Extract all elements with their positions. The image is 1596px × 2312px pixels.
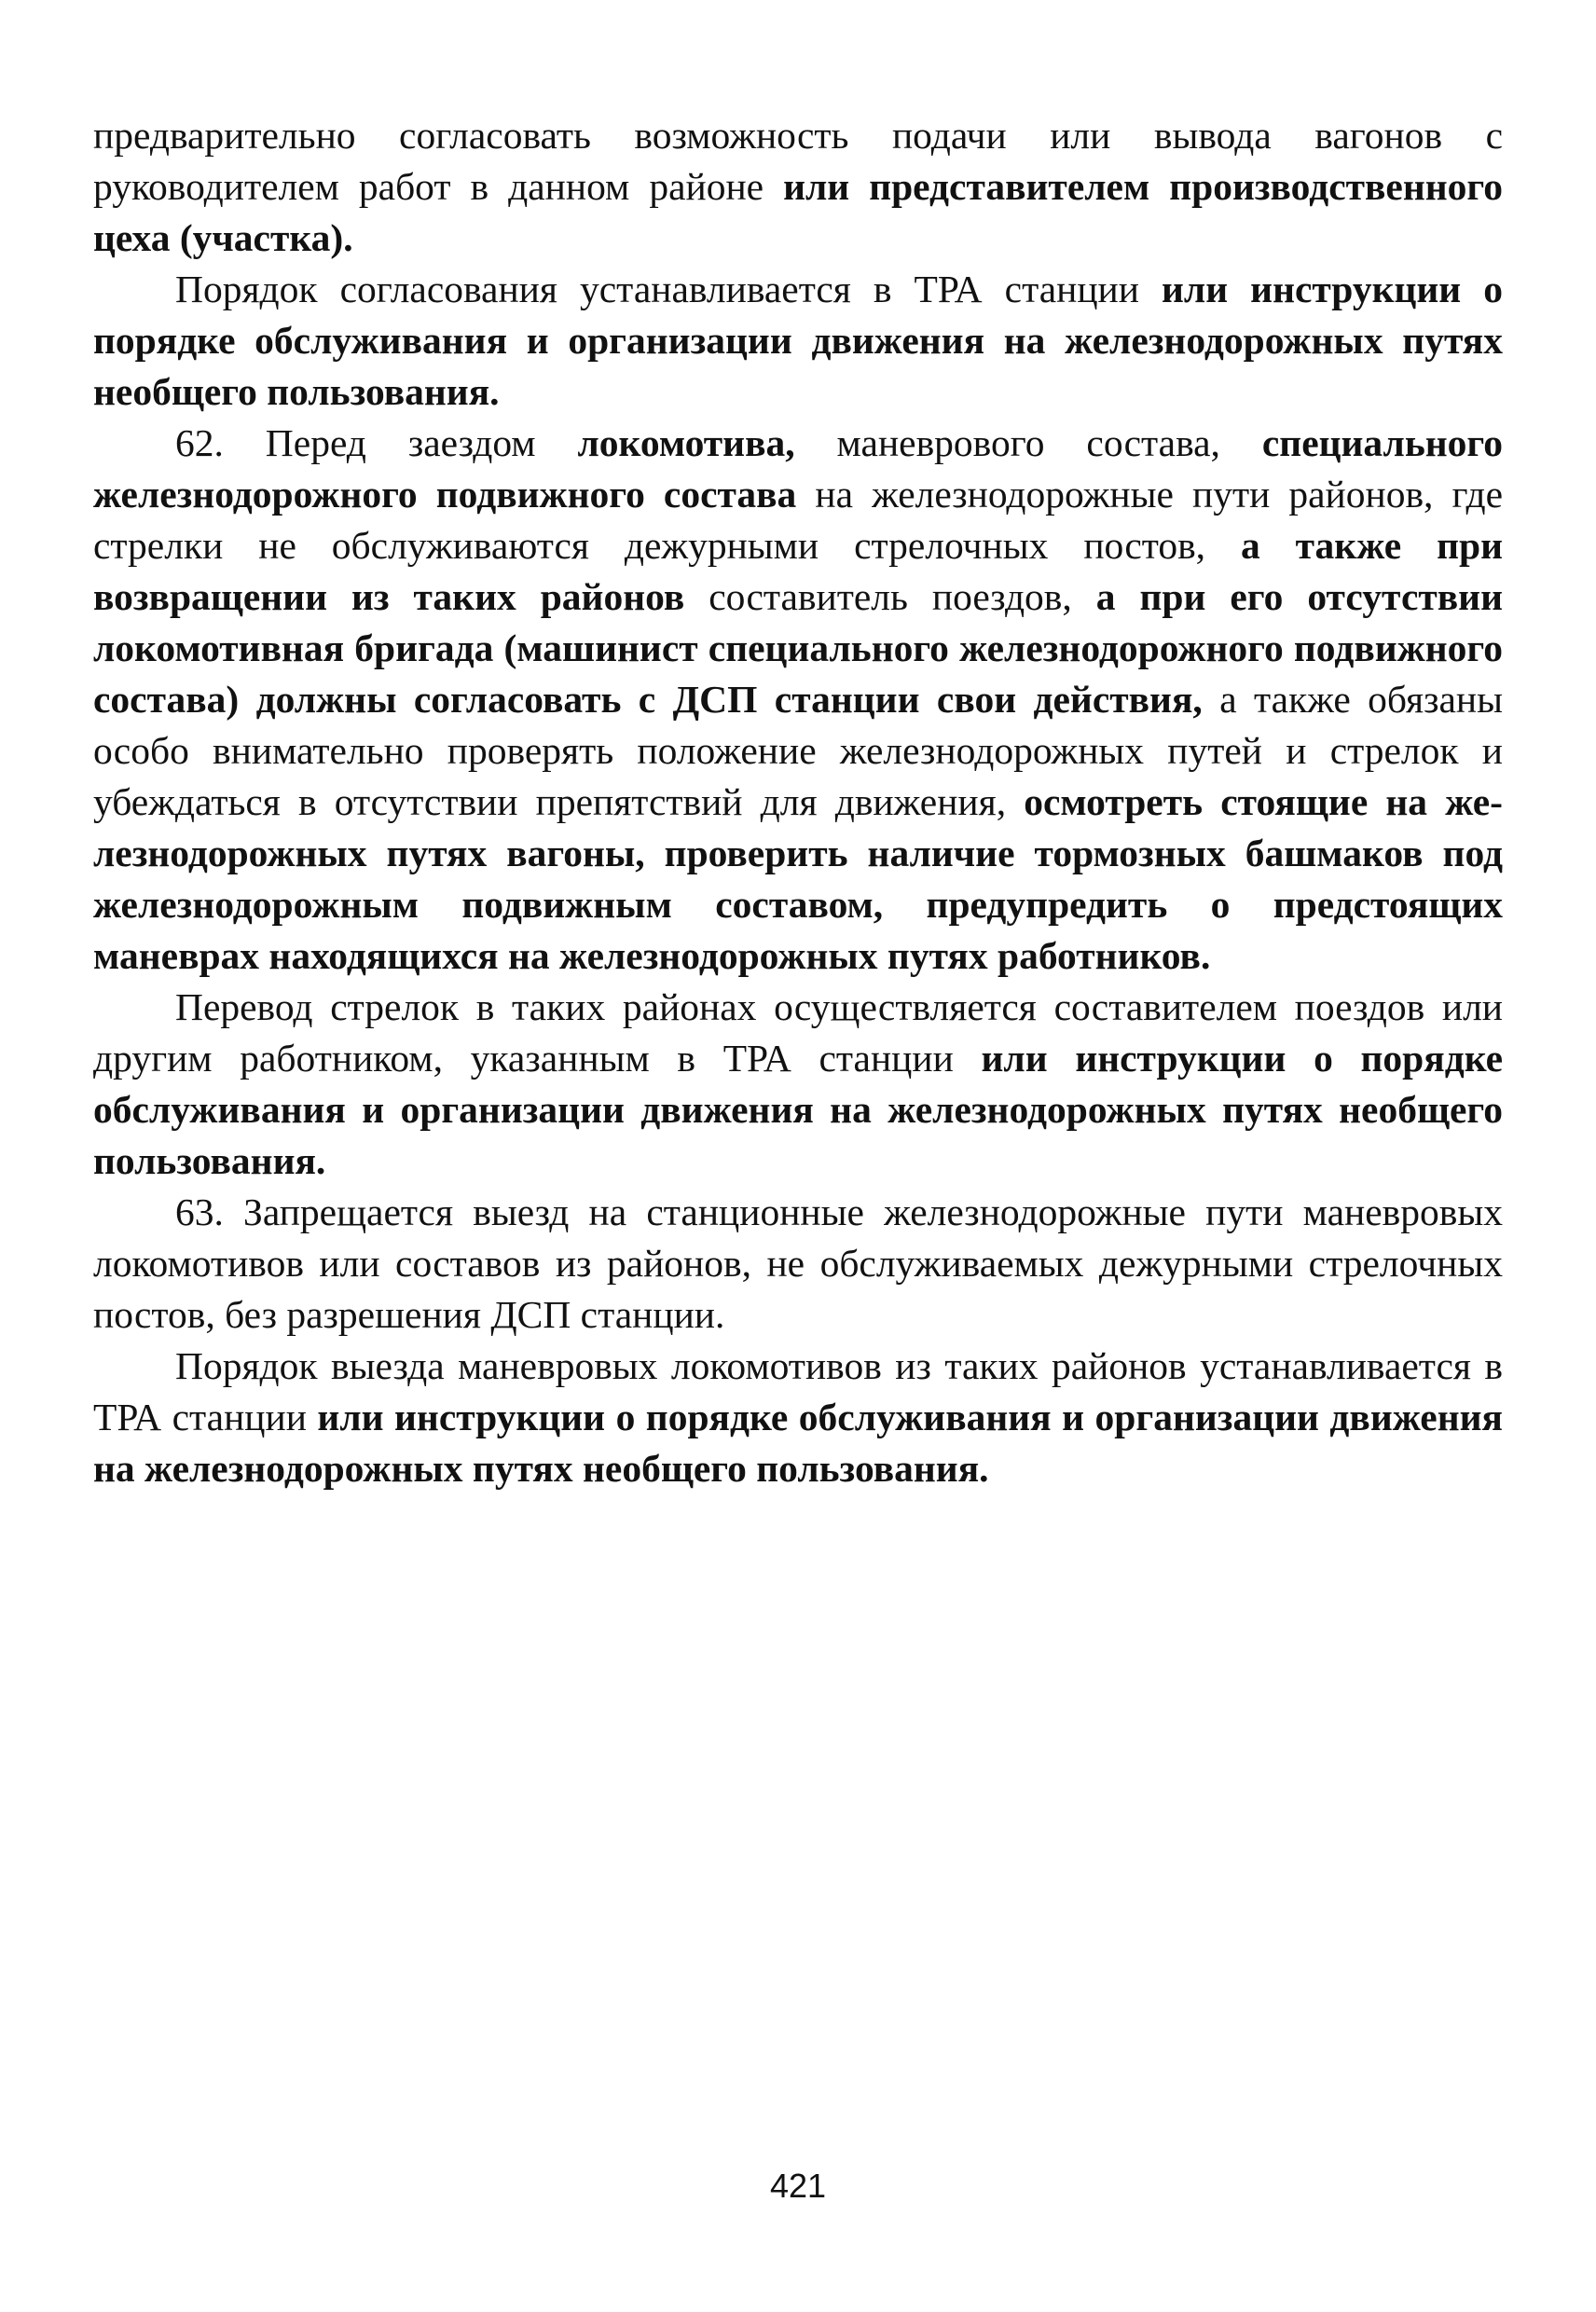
paragraph-5-item-63 <box>93 1187 1503 1341</box>
page-body <box>93 110 1503 1494</box>
paragraph-bold-text: или инструкции о порядке обслуживания и организации движения на железнодорожных путях необщего пользования. <box>93 1037 1503 1182</box>
paragraph-bold-text: или инструкции о порядке обслуживания и организации движения на железнодорожных путях необщего пользования. <box>93 1396 1503 1490</box>
paragraph-bold-text: локомотива, <box>577 421 795 464</box>
paragraph-bold-text: осмотреть стоящие на железнодорожных путях вагоны, проверить наличие тормозных башмаков под железнодорожным подвижным составом, предупредить о предстоящих маневрах находящихся на железнодорожных путях работников. <box>93 780 1503 977</box>
paragraph-bold-text: а также при возвращении из таких районов <box>93 524 1504 618</box>
paragraph-bold-text: или представителем производственного цеха (участка). <box>93 165 1503 259</box>
paragraph-text: 63. Запрещается выезд на станционные железнодорожные пути маневровых локомотивов или составов из районов, не обслуживаемых дежурными стрелочных постов, без разрешения ДСП станции. <box>93 1190 1503 1336</box>
paragraph-bold-text: а при его отсутствии локомотивная бригада (машинист специального железнодорожного подвижного состава) должны согласовать с ДСП станции свои действия, <box>93 575 1503 721</box>
page-number: 421 <box>769 2167 827 2205</box>
paragraph-text: а также обязаны особо внимательно проверять положение железнодорожных путей и стрелок и убеждаться в отсутствии препятствий для движения, <box>93 678 1504 823</box>
paragraph-text: предварительно согласовать возможность подачи или вывода вагонов с руководителем работ в данном районе <box>93 114 1503 208</box>
paragraph-1 <box>93 110 1503 264</box>
paragraph-bold-text: или инструкции о порядке обслуживания и организации движения на железнодорожных путях необщего пользования. <box>93 268 1503 413</box>
paragraph-text: маневрового состава, <box>794 421 1262 464</box>
paragraph-text: 62. Перед заездом <box>175 421 578 464</box>
paragraph-4 <box>93 982 1503 1187</box>
paragraph-3-item-62 <box>93 418 1503 982</box>
paragraph-text: Порядок выезда маневровых локомотивов из таких районов устанавливается в ТРА станции <box>93 1344 1503 1438</box>
paragraph-2 <box>93 264 1503 418</box>
paragraph-6 <box>93 1341 1503 1494</box>
paragraph-text: составитель поездов, <box>684 575 1096 618</box>
paragraph-bold-text: специального железнодорожного подвижного состава <box>93 421 1503 516</box>
paragraph-text: Порядок согласования устанавливается в ТРА станции <box>175 268 1163 310</box>
paragraph-text: на железнодорожные пути районов, где стрелки не обслуживаются дежурными стрелочных постов, <box>93 473 1503 567</box>
paragraph-text: Перевод стрелок в таких районах осуществляется составителем поездов или другим работником, указанным в ТРА станции <box>93 985 1503 1080</box>
